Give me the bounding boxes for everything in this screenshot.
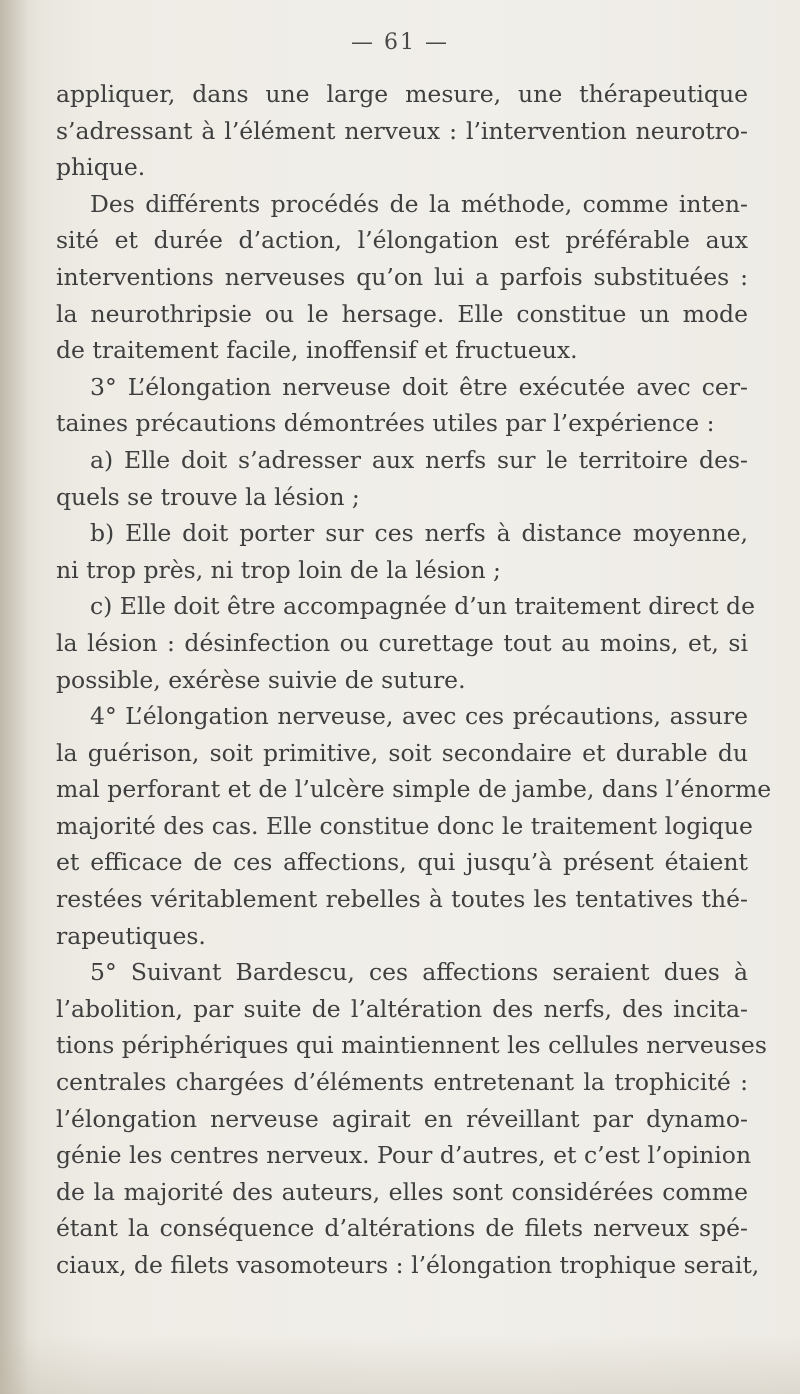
text-line: possible, exérèse suivie de suture. — [56, 665, 466, 694]
text-line: de la majorité des auteurs, elles sont considérées comme — [56, 1177, 748, 1206]
text-line: taines précautions démontrées utiles par l’expérience : — [56, 409, 715, 438]
paragraph-point-3 — [56, 369, 748, 442]
text-line: appliquer, dans une large mesure, une thérapeutique — [56, 80, 748, 108]
paragraph-point-4 — [56, 698, 772, 954]
text-line: b) Elle doit porter sur ces nerfs à distance moyenne, — [90, 519, 748, 548]
text-line: 5° Suivant Bardescu, ces affections seraient dues à — [90, 958, 748, 987]
text-line: de traitement facile, inoffensif et fructueux. — [56, 336, 578, 365]
page-number: — 61 — — [351, 30, 449, 55]
text-line: la guérison, soit primitive, soit secondaire et durable du — [56, 738, 748, 767]
text-line: s’adressant à l’élément nerveux : l’intervention neurotro- — [56, 116, 748, 145]
text-line: étant la conséquence d’altérations de filets nerveux spé- — [56, 1214, 748, 1243]
text-line: Des différents procédés de la méthode, comme inten- — [90, 189, 748, 218]
paragraph-point-5 — [56, 954, 767, 1283]
text-line: et efficace de ces affections, qui jusqu’à présent étaient — [56, 848, 748, 877]
text-line: la neurothripsie ou le hersage. Elle constitue un mode — [56, 299, 748, 328]
text-line: tions périphériques qui maintiennent les cellules nerveuses — [56, 1031, 767, 1060]
text-line: restées véritablement rebelles à toutes les tentatives thé- — [56, 885, 748, 914]
text-line: l’abolition, par suite de l’altération des nerfs, des incita- — [56, 994, 748, 1023]
text-line: interventions nerveuses qu’on lui a parfois substituées : — [56, 262, 748, 291]
text-line: quels se trouve la lésion ; — [56, 482, 360, 511]
text-line: 3° L’élongation nerveuse doit être exécutée avec cer- — [90, 372, 748, 401]
page-edge-shadow — [0, 0, 28, 1394]
text-line: l’élongation nerveuse agirait en réveillant par dynamo- — [56, 1104, 748, 1133]
text-line: ni trop près, ni trop loin de la lésion ; — [56, 555, 501, 584]
text-line: a) Elle doit s’adresser aux nerfs sur le territoire des- — [90, 445, 748, 474]
text-line: ciaux, de filets vasomoteurs : l’élongation trophique serait, — [56, 1251, 760, 1279]
text-line: c) Elle doit être accompagnée d’un traitement direct de — [90, 592, 755, 621]
page-bottom-shadow — [0, 1334, 800, 1394]
paragraph-continuation — [56, 76, 748, 186]
text-line: rapeutiques. — [56, 921, 206, 950]
text-line: centrales chargées d’éléments entretenant la trophicité : — [56, 1068, 748, 1097]
paragraph-item-a — [56, 442, 748, 515]
text-line: phique. — [56, 153, 146, 182]
body-text — [56, 76, 772, 1284]
text-line: sité et durée d’action, l’élongation est préférable aux — [56, 226, 748, 255]
text-line: la lésion : désinfection ou curettage tout au moins, et, si — [56, 628, 748, 657]
text-line: génie les centres nerveux. Pour d’autres, et c’est l’opinion — [56, 1141, 752, 1170]
text-line: mal perforant et de l’ulcère simple de jambe, dans l’énorme — [56, 775, 772, 804]
text-line: majorité des cas. Elle constitue donc le traitement logique — [56, 811, 753, 840]
text-line: 4° L’élongation nerveuse, avec ces précautions, assure — [90, 702, 748, 731]
paragraph-procedures — [56, 186, 748, 369]
paragraph-item-c — [56, 588, 755, 698]
paragraph-item-b — [56, 515, 748, 588]
